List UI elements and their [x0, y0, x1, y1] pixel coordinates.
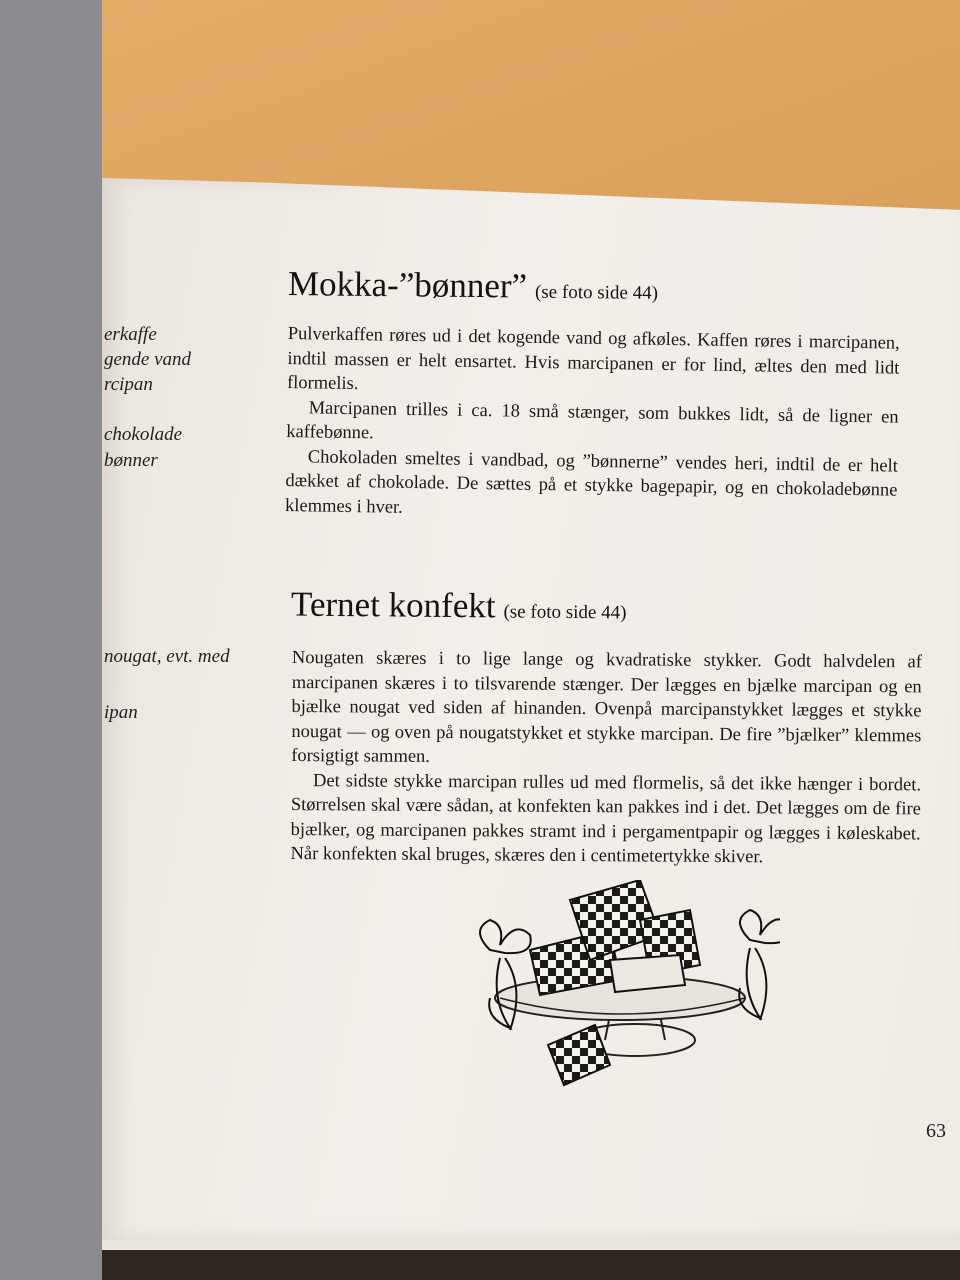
paragraph: Det sidste stykke marcipan rulles ud med flormelis, så det ikke hænger i bordet. Størrelsen skal være sådan, at konfekten kan pakkes ind i det. Det lægges om de fire bjælker, og marcipanen pakkes stramt ind i pergamentpapir og lægges i køleskabet. Når konfekten skal bruges, skæres den i centimetertykke skiver.	[290, 770, 922, 868]
ingredient-beans: bønner	[104, 450, 158, 471]
ingredient-nougat: nougat, evt. med	[104, 646, 230, 667]
paragraph: Nougaten skæres i to lige lange og kvadratiske stykker. Godt halvdelen af marcipanen skæres i to tilsvarende stænger. Der lægges en bjælke marcipan og en bjælke nougat ved siden af hinanden. Ovenpå marcipanstykket lægges et stykke nougat — og oven på nougatstykket et stykke marcipan. De fire ”bjælker” klemmes forsigtigt sammen.	[291, 647, 922, 767]
recipe-body-ternet	[290, 646, 922, 871]
photo-reference: (se foto side 44)	[534, 281, 659, 304]
paragraph: Chokoladen smeltes i vandbad, og ”bønnerne” vendes heri, indtil de er helt dækket af chokolade. De sættes på et stykke bagepapir, og en chokoladebønne klemmes i hver.	[284, 446, 898, 518]
paragraph: Marcipanen trilles i ca. 18 små stænger, som bukkes lidt, så de ligner en kaffebønne.	[286, 397, 899, 444]
checkered-confection-on-cake-stand-icon	[460, 880, 780, 1105]
page-number: 63	[926, 1120, 946, 1142]
ingredient-water: gende vand	[104, 349, 192, 370]
recipe-body-mokka	[285, 322, 900, 528]
ingredient-coffee: erkaffe	[104, 324, 157, 345]
recipe-title: Ternet konfekt	[290, 584, 496, 626]
recipe-heading-mokka	[288, 264, 658, 308]
photo-reference: (se foto side 44)	[503, 601, 627, 624]
recipe-title: Mokka-”bønner”	[287, 264, 528, 306]
gray-side-strip	[0, 0, 102, 1280]
ingredient-chocolate: chokolade	[104, 424, 183, 445]
ingredient-marzipan-2: ipan	[104, 702, 138, 723]
recipe-heading-ternet	[291, 585, 627, 628]
paragraph: Pulverkaffen røres ud i det kogende vand og afkøles. Kaffen røres i marcipanen, indtil massen er helt ensartet. Hvis marcipanen er for lind, æltes den med lidt flormelis.	[286, 323, 900, 395]
ingredient-marzipan: rcipan	[104, 374, 153, 395]
